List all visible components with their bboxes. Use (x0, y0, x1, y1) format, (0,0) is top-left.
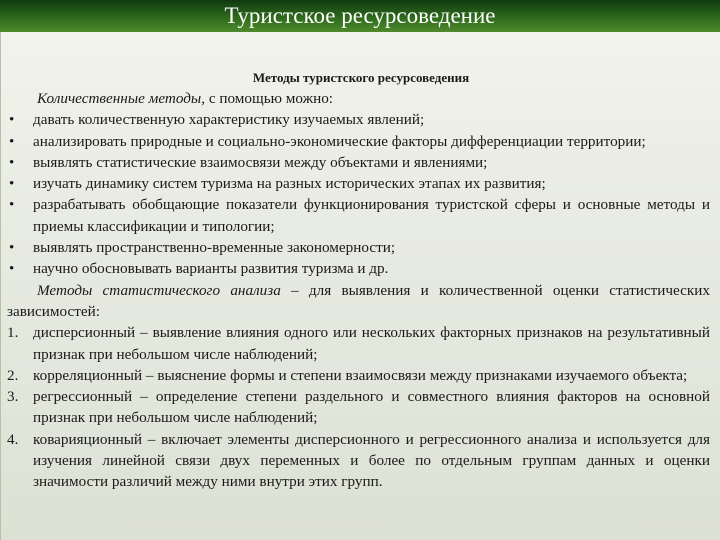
numbered-item (7, 429, 710, 493)
bullet-marker: • (9, 196, 15, 214)
quantitative-intro (7, 88, 710, 109)
numbered-item (7, 386, 710, 429)
bullet-item (7, 173, 710, 194)
item-text: дисперсионный – выявление влияния одного или нескольких факторных признаков на результативный признак при небольшом числе наблюдений; (33, 324, 710, 363)
bullet-text: изучать динамику систем туризма на разных исторических этапах их развития; (33, 175, 546, 193)
bullet-marker: • (9, 260, 15, 278)
slide-title: Туристское ресурсоведение (224, 3, 496, 28)
quantitative-methods-term: Количественные методы (37, 90, 202, 107)
numbered-item (7, 365, 710, 386)
statistical-methods-term: Методы статистического анализа (37, 281, 281, 299)
bullet-item (7, 237, 710, 258)
bullet-text: анализировать природные и социально-экономические факторы дифференциации территории; (33, 132, 646, 150)
numbered-item (7, 322, 710, 365)
statistical-intro-rest: – для выявления и количественной оценки статистических зависимостей: (7, 281, 710, 320)
bullet-marker: • (9, 132, 15, 150)
bullet-marker: • (9, 153, 15, 171)
statistical-intro (7, 280, 710, 323)
item-text: корреляционный – выяснение формы и степени взаимосвязи между признаками изучаемого объекта; (33, 366, 688, 384)
bullet-marker: • (9, 239, 15, 257)
item-number: 1. (7, 324, 19, 342)
item-number: 2. (7, 366, 19, 384)
bullet-item (7, 258, 710, 279)
item-number: 4. (7, 430, 19, 448)
bullet-text: давать количественную характеристику изучаемых явлений; (33, 111, 425, 129)
slide-subtitle: Методы туристского ресурсоведения (252, 70, 470, 85)
slide-content (7, 88, 710, 493)
quantitative-intro-rest: , с помощью можно: (201, 90, 334, 107)
bullet-text: разрабатывать обобщающие показатели функционирования туристской сферы и основные методы и приемы классификации и типологии; (33, 196, 710, 235)
slide-body (0, 32, 720, 540)
bullet-marker: • (9, 175, 15, 193)
item-text: коварияционный – включает элементы дисперсионного и регрессионного анализа и используется для изучения линейной связи двух переменных и более по отдельным группам данных и оценки значимости различий между ними внутри этих групп. (33, 430, 710, 491)
item-text: регрессионный – определение степени раздельного и совместного влияния факторов на основной признак при небольшом числе наблюдений; (33, 388, 710, 427)
bullet-text: выявлять пространственно-временные закономерности; (33, 239, 396, 257)
bullet-item (7, 131, 710, 152)
bullet-item (7, 194, 710, 237)
item-number: 3. (7, 388, 19, 406)
slide-title-bar (0, 0, 720, 32)
bullet-item (7, 152, 710, 173)
bullet-item (7, 109, 710, 130)
bullet-marker: • (9, 111, 15, 129)
bullet-text: выявлять статистические взаимосвязи между объектами и явлениями; (33, 153, 488, 171)
bullet-text: научно обосновывать варианты развития туризма и др. (33, 260, 389, 278)
